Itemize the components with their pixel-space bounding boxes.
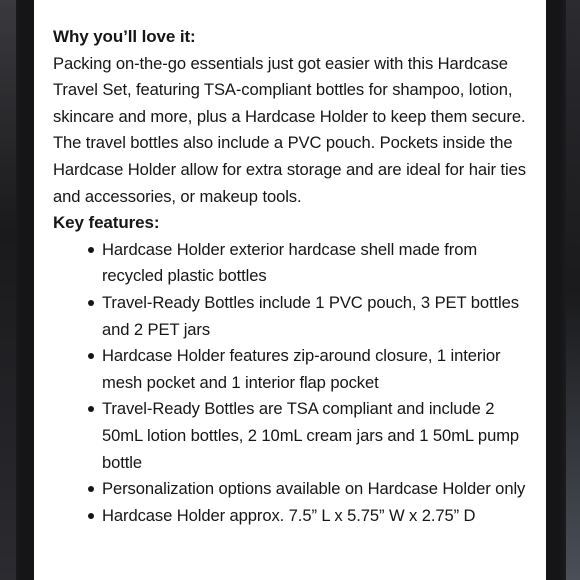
feature-item: Travel-Ready Bottles include 1 PVC pouch, 3 PET bottles and 2 PET jars <box>102 290 532 343</box>
key-features-heading: Key features: <box>53 213 160 233</box>
product-description-card <box>34 0 546 580</box>
feature-item: Travel-Ready Bottles are TSA compliant and include 2 50mL lotion bottles, 2 10mL cream jars and 1 50mL pump bottle <box>102 396 532 476</box>
feature-item: Hardcase Holder features zip-around closure, 1 interior mesh pocket and 1 interior flap pocket <box>102 343 532 396</box>
feature-item: Personalization options available on Hardcase Holder only <box>102 476 532 503</box>
why-love-it-heading: Why you’ll love it: <box>53 27 196 46</box>
feature-item: Hardcase Holder approx. 7.5” L x 5.75” W x 2.75” D <box>102 503 532 530</box>
feature-item: Hardcase Holder exterior hardcase shell made from recycled plastic bottles <box>102 237 532 290</box>
left-background-edge <box>0 0 16 580</box>
product-description: Packing on-the-go essentials just got easier with this Hardcase Travel Set, featuring TSA-compliant bottles for shampoo, lotion, skincare and more, plus a Hardcase Holder to keep them secure. The travel bottles also include a PVC pouch. Pockets inside the Hardcase Holder allow for extra storage and are ideal for hair ties and accessories, or makeup tools. <box>53 53 526 206</box>
right-background-edge <box>566 0 580 580</box>
key-features-list <box>53 237 546 530</box>
